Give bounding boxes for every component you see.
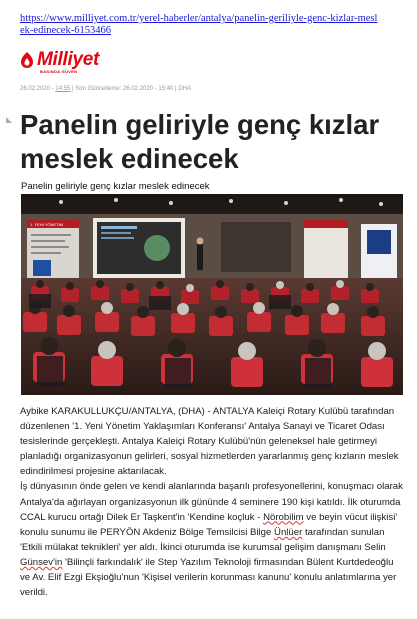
paragraph-2-part-d: 'Bilinçli farkındalık' ile Step Yazılım Teknoloji firmasından Bülent Kurtdedeoğlu ve Av. Elif Ezgi Ekşioğlu'nun 'Kişisel verilerin korunması kanunu' konulu anlatımlarına yer verildi. bbox=[20, 556, 397, 599]
screen-title: 1. YENİ YÖNETİM bbox=[30, 222, 63, 227]
article-headline: Panelin geliriyle genç kızlar meslek edinecek bbox=[20, 109, 380, 174]
source-url-link[interactable]: https://www.milliyet.com.tr/yerel-haberler/antalya/panelin-geriliyle-genc-kizlar-meslek-edinecek-6153466 bbox=[20, 13, 378, 36]
updated-date: Son Güncelleme: 26.02.2020 - 15:40 bbox=[75, 86, 174, 92]
article-body bbox=[20, 404, 405, 600]
spellcheck-word: Günsev'in bbox=[20, 556, 63, 568]
photo-caption: Panelin geliriyle genç kızlar meslek edinecek bbox=[21, 181, 210, 192]
spellcheck-word: Nörobilim bbox=[263, 511, 304, 523]
corner-marker bbox=[6, 117, 12, 123]
news-source: DHA bbox=[178, 86, 191, 92]
paragraph-2-part-b: ve beyin vücut ilişkisi' konulu sunumu ile PERYÖN Akdeniz Bölge Temsilcisi Bilge bbox=[20, 511, 398, 538]
paragraph-2 bbox=[20, 479, 405, 600]
conference-photo-image bbox=[21, 194, 403, 395]
article-meta: 26.02.2020 - 14:55 | Son Güncelleme: 26.02.2020 - 15:40 | DHA bbox=[20, 86, 191, 92]
logo-tagline: BASINDA GÜVEN bbox=[40, 69, 78, 74]
publish-date: 26.02.2020 bbox=[20, 86, 51, 92]
spellcheck-word: Ünlüer bbox=[274, 526, 303, 538]
milliyet-logo-icon bbox=[20, 52, 34, 68]
logo-wordmark: Milliyet bbox=[37, 49, 100, 70]
paragraph-1: Aybike KARAKULLUKÇU/ANTALYA, (DHA) - ANTALYA Kaleiçi Rotary Kulübü tarafından düzenlenen '1. Yeni Yönetim Yaklaşımları Konferansı' Antalya Sanayi ve Ticaret Odası tesislerinde gerçekleşti. Antalya Kaleiçi Rotary Kulübü'nün geleneksel hale getirmeyi planladığı organizasyonun gelirleri, sosyal hizmetlerden yararlanmış genç kızların meslek edindirilmesi projesine aktarılacak. bbox=[20, 406, 399, 478]
paragraph-2-part-a: İş dünyasının önde gelen ve kendi alanlarında başarılı profesyonellerini, konuşmacı olarak Antalya'da ağırlayan organizasyonun ilk gününde 4 seminere 190 kişi katıldı. İlk oturumda CCAL kurucu ortağı Dilek Er Taşkent'in 'Kendine koçluk - bbox=[20, 481, 403, 523]
paragraph-2-part-c: tarafından sunulan 'Etkili mülakat teknikleri' yer aldı. İkinci oturumda ise kurumsal gelişim danışmanı Selin bbox=[20, 526, 386, 553]
conference-photo bbox=[21, 194, 403, 395]
publish-time: 14:55 bbox=[55, 86, 71, 92]
